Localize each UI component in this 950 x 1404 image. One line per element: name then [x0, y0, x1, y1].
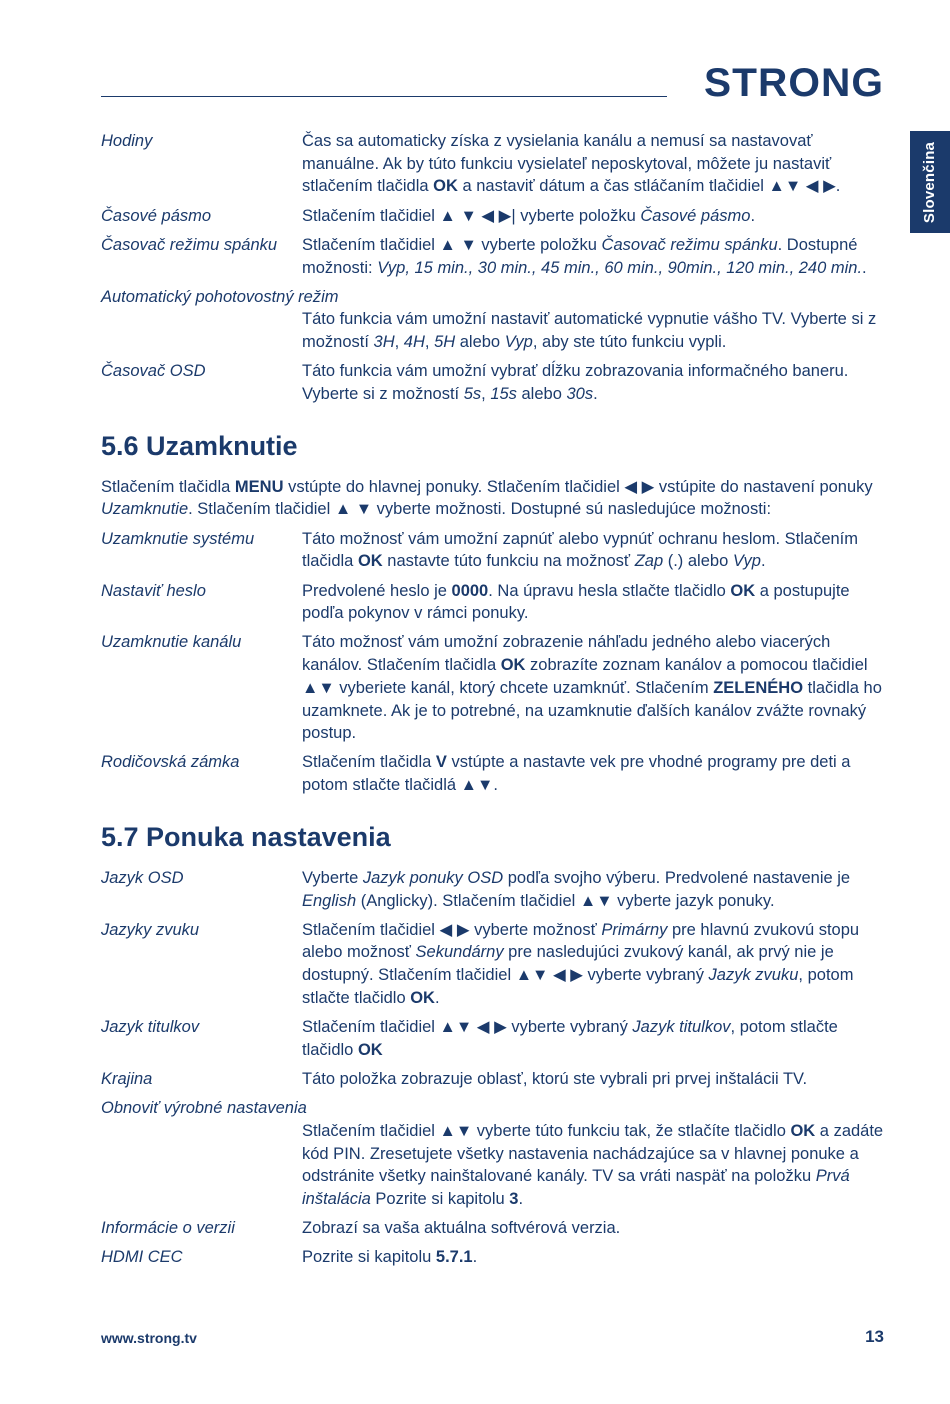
setting-label: Rodičovská zámka [101, 753, 240, 772]
setting-label-full: Obnoviť výrobné nastavenia [101, 1099, 307, 1118]
setting-description: Zobrazí sa vaša aktuálna softvérová verzia. [302, 1219, 621, 1238]
section-heading-uzamknutie: 5.6 Uzamknutie [101, 430, 298, 461]
setting-description: Táto možnosť vám umožní zobrazenie náhľadu jedného alebo viacerých kanálov. Stlačením tlačidla OK zobrazíte zoznam kanálov a pomocou tlačidiel ▲▼ vyberiete kanál, ktorý chcete uzamknúť. Stlačením ZELENÉHO tlačidla ho uzamknete. Ak je to potrebné, na uzamknutie ďalších kanálov zvážte rovnaký postup. [302, 633, 882, 743]
section-heading-ponuka-nastavenia: 5.7 Ponuka nastavenia [101, 821, 391, 852]
setting-row-hodiny [101, 130, 891, 198]
setting-row-jazyk-titulkov [101, 1016, 891, 1061]
setting-row-jazyky-zvuku [101, 919, 891, 1010]
setting-label: Nastaviť heslo [101, 581, 206, 600]
setting-description: Stlačením tlačidiel ▲ ▼ ◀ ▶| vyberte položku Časové pásmo. [302, 206, 756, 225]
setting-row-casovac-spanku [101, 234, 891, 279]
setting-label: Jazyky zvuku [101, 920, 200, 939]
setting-row-jazyk-osd [101, 867, 891, 912]
language-side-tab [910, 131, 950, 233]
setting-description: Táto funkcia vám umožní nastaviť automatické vypnutie vášho TV. Vyberte si z možností 3H, 4H, 5H alebo Vyp, aby ste túto funkciu vypli. [302, 310, 877, 352]
setting-description: Táto možnosť vám umožní zapnúť alebo vypnúť ochranu heslom. Stlačením tlačidla OK nastavte túto funkciu na možnosť Zap (.) alebo Vyp. [302, 529, 859, 571]
setting-label: Časovač OSD [101, 362, 206, 381]
setting-description: Stlačením tlačidiel ▲▼ ◀ ▶ vyberte vybraný Jazyk titulkov, potom stlačte tlačidlo OK [302, 1018, 838, 1059]
setting-label: HDMI CEC [101, 1248, 183, 1267]
setting-row-casovac-osd [101, 360, 891, 405]
footer-website-link[interactable]: www.strong.tv [101, 1330, 197, 1346]
setting-row-hdmi-cec [101, 1246, 891, 1269]
strong-logo [704, 60, 884, 104]
setting-label: Časovač režimu spánku [101, 235, 278, 254]
setting-description: Stlačením tlačidiel ▲▼ vyberte túto funkciu tak, že stlačíte tlačidlo OK a zadáte kód PIN. Zresetujete všetky nastavenia nachádzajúce sa v hlavnej ponuke a odstránite všetky nainštalované kanály. TV sa vráti naspäť na položku Prvá inštalácia Pozrite si kapitolu 3. [302, 1121, 884, 1209]
setting-description: Táto funkcia vám umožní vybrať dĺžku zobrazovania informačného baneru. Vyberte si z možností 5s, 15s alebo 30s. [302, 362, 849, 404]
setting-description: Stlačením tlačidla V vstúpte a nastavte vek pre vhodné programy pre deti a potom stlačte tlačidlá ▲▼. [302, 753, 851, 795]
setting-description: Predvolené heslo je 0000. Na úpravu hesla stlačte tlačidlo OK a postupujte podľa pokynov v rámci ponuky. [302, 581, 850, 623]
setting-label: Uzamknutie kanálu [101, 633, 242, 652]
setting-description: Čas sa automaticky získa z vysielania kanálu a nemusí sa nastavovať manuálne. Ak by túto funkciu vysielateľ neposkytoval, môžete ju nastaviť stlačením tlačidla OK a nastaviť dátum a čas stláčaním tlačidiel ▲▼ ◀ ▶. [302, 132, 841, 196]
setting-row-krajina [101, 1068, 891, 1091]
setting-description: Vyberte Jazyk ponuky OSD podľa svojho výberu. Predvolené nastavenie je English (Anglicky). Stlačením tlačidiel ▲▼ vyberte jazyk ponuky. [302, 868, 851, 910]
setting-description: Stlačením tlačidiel ◀ ▶ vyberte možnosť Primárny pre hlavnú zvukovú stopu alebo možnosť Sekundárny pre nasledujúci zvukový kanál, ak prvý nie je dostupný. Stlačením tlačidiel ▲▼ ◀ ▶ vyberte vybraný Jazyk zvuku, potom stlačte tlačidlo OK. [302, 920, 860, 1007]
language-tab-label: Slovenčina [921, 141, 939, 223]
section-intro: Stlačením tlačidla MENU vstúpte do hlavnej ponuky. Stlačením tlačidiel ◀ ▶ vstúpite do nastavení ponuky Uzamknutie. Stlačením tlačidiel ▲ ▼ vyberte možnosti. Dostupné sú nasledujúce možnosti: [101, 477, 873, 519]
setting-label: Hodiny [101, 132, 153, 150]
setting-row-informacie-o-verzii [101, 1217, 891, 1240]
setting-description: Pozrite si kapitolu 5.7.1. [302, 1248, 478, 1267]
setting-row-uzamknutie-systemu [101, 528, 891, 573]
page-number: 13 [865, 1327, 884, 1346]
setting-label: Jazyk OSD [101, 868, 184, 887]
setting-row-casove-pasmo [101, 205, 891, 228]
setting-label: Uzamknutie systému [101, 529, 255, 548]
setting-description: Stlačením tlačidiel ▲ ▼ vyberte položku Časovač režimu spánku. Dostupné možnosti: Vyp, 15 min., 30 min., 45 min., 60 min., 90min., 120 min., 240 min.. [302, 235, 867, 277]
setting-label: Krajina [101, 1070, 153, 1088]
setting-row-rodicovska-zamka [101, 751, 891, 796]
setting-label: Informácie o verzii [101, 1219, 235, 1238]
svg-text:STRONG: STRONG [704, 61, 884, 104]
setting-label: Časové pásmo [101, 206, 212, 225]
header-divider [101, 96, 667, 97]
setting-label: Jazyk titulkov [101, 1018, 200, 1037]
setting-row-uzamknutie-kanalu [101, 631, 891, 745]
main-content [101, 130, 891, 1276]
setting-row-nastavit-heslo [101, 580, 891, 625]
setting-label-full: Automatický pohotovostný režim [101, 287, 339, 306]
setting-description: Táto položka zobrazuje oblasť, ktorú ste vybrali pri prvej inštalácii TV. [302, 1070, 808, 1088]
